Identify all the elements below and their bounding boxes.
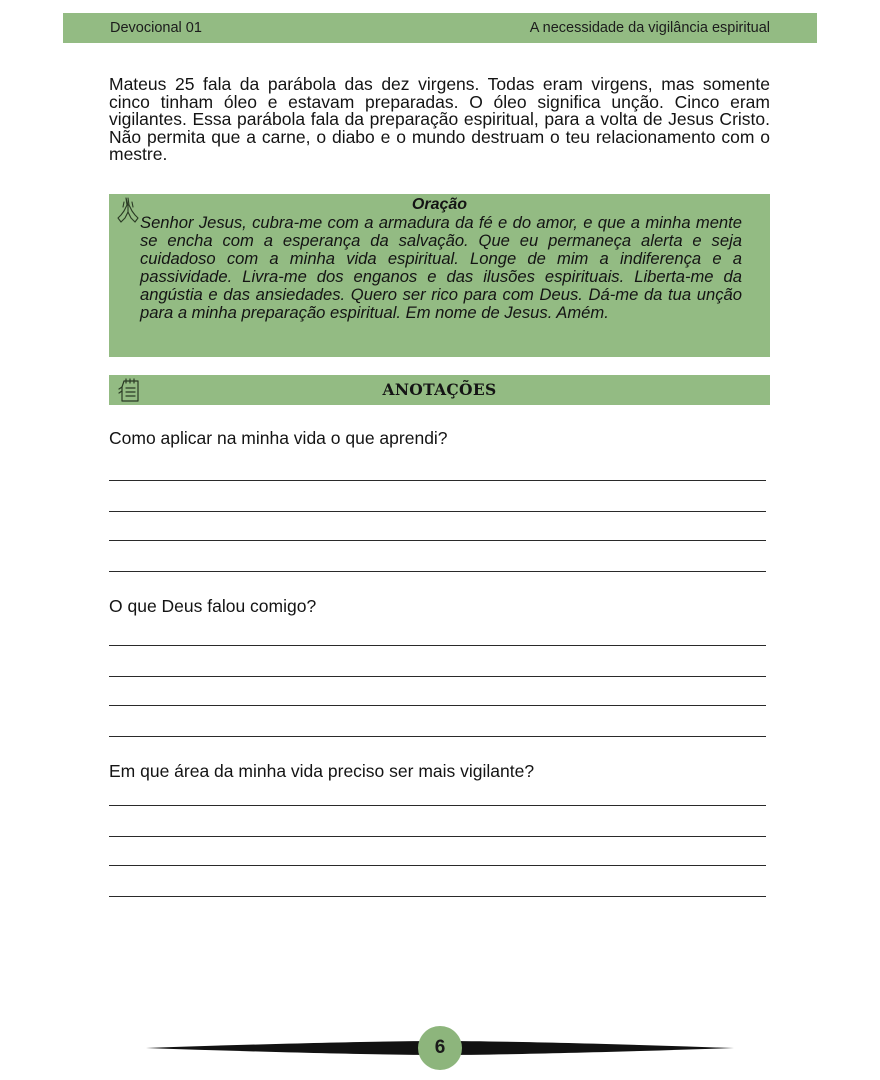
prayer-box xyxy=(109,194,770,357)
answer-line[interactable] xyxy=(109,836,766,837)
question-1: Como aplicar na minha vida o que aprendi? xyxy=(109,428,448,448)
answer-line[interactable] xyxy=(109,645,766,646)
answer-line[interactable] xyxy=(109,511,766,512)
answer-line[interactable] xyxy=(109,480,766,481)
prayer-text: Senhor Jesus, cubra-me com a armadura da fé e do amor, e que a minha mente se encha com a esperança da salvação. Que eu permaneça alerta e seja cuidadoso com a minha vida espiritual. Longe de mim a indiferença e a passividade. Livra-me dos enganos e das ilusões espirituais. Liberta-me da angústia e das ansiedades. Quero ser rico para com Deus. Dá-me da tua unção para a minha preparação espiritual. Em nome de Jesus. Amém. xyxy=(140,213,742,322)
notes-header xyxy=(109,375,770,405)
page-header xyxy=(63,13,817,43)
answer-line[interactable] xyxy=(109,896,766,897)
header-devotional-label: Devocional 01 xyxy=(110,20,202,36)
page-number: 6 xyxy=(434,1037,446,1058)
intro-paragraph: Mateus 25 fala da parábola das dez virgens. Todas eram virgens, mas somente cinco tinham óleo e estavam preparadas. O óleo significa unção. Cinco eram vigilantes. Essa parábola fala da preparação espiritual, para a volta de Jesus Cristo. Não permita que a carne, o diabo e o mundo destruam o teu relacionamento com o mestre. xyxy=(109,74,770,164)
answer-line[interactable] xyxy=(109,705,766,706)
header-chapter-title: A necessidade da vigilância espiritual xyxy=(529,20,770,36)
question-3: Em que área da minha vida preciso ser mais vigilante? xyxy=(109,761,535,781)
answer-line[interactable] xyxy=(109,540,766,541)
answer-line[interactable] xyxy=(109,736,766,737)
answer-line[interactable] xyxy=(109,571,766,572)
answer-line[interactable] xyxy=(109,865,766,866)
answer-line[interactable] xyxy=(109,805,766,806)
answer-line[interactable] xyxy=(109,676,766,677)
prayer-title: Oração xyxy=(411,196,468,213)
question-2: O que Deus falou comigo? xyxy=(109,596,317,616)
notes-title: ANOTAÇÕES xyxy=(382,380,497,399)
